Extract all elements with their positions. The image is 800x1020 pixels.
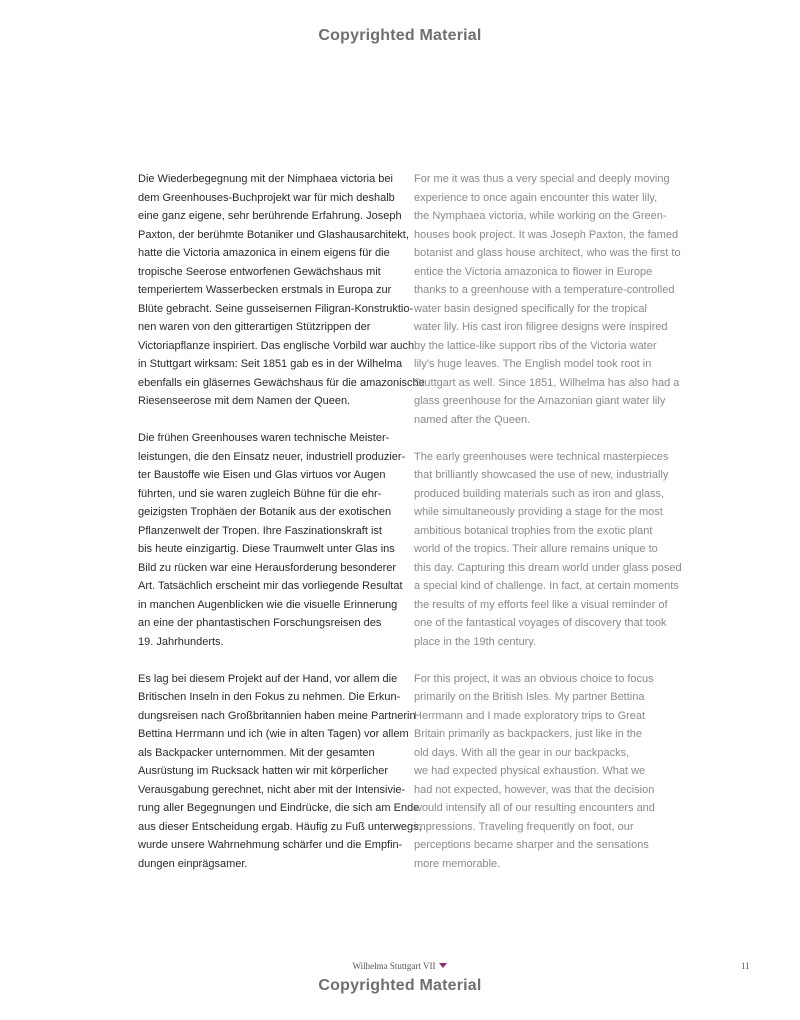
paragraph bbox=[138, 429, 406, 651]
text-line: hatte die Victoria amazonica in einem eigens für die bbox=[138, 247, 390, 259]
text-line: ter Baustoffe wie Eisen und Glas virtuos vor Augen bbox=[138, 469, 386, 481]
text-line: Ausrüstung im Rucksack hatten wir mit körperlicher bbox=[138, 765, 389, 777]
text-line: rung aller Begegnungen und Eindrücke, die sich am Ende bbox=[138, 802, 420, 814]
text-line: tropische Seerose entworfenen Gewächshaus mit bbox=[138, 265, 381, 278]
text-line: more memorable. bbox=[414, 857, 501, 870]
text-line: Victoriapflanze inspiriert. Das englische Vorbild war auch bbox=[138, 339, 415, 352]
text-line: one of the fantastical voyages of discovery that took bbox=[414, 617, 667, 629]
text-line: aus dieser Entscheidung ergab. Häufig zu Fuß unterwegs, bbox=[138, 820, 422, 833]
text-line: Britain primarily as backpackers, just like in the bbox=[414, 728, 643, 740]
text-line: primarily on the British Isles. My partner Bettina bbox=[414, 691, 645, 703]
text-line: glass greenhouse for the Amazonian giant water lily bbox=[414, 395, 666, 407]
text-line: impressions. Traveling frequently on foot, our bbox=[414, 820, 634, 833]
text-line: als Backpacker unternommen. Mit der gesamten bbox=[138, 746, 375, 759]
german-text-column bbox=[138, 170, 425, 892]
text-line: leistungen, die den Einsatz neuer, industriell produzier- bbox=[138, 450, 406, 463]
text-line: Die Wiederbegegnung mit der Nimphaea victoria bei bbox=[138, 173, 393, 185]
text-line: Art. Tatsächlich erscheint mir das vorliegende Resultat bbox=[138, 580, 403, 592]
text-line: geizigsten Trophäen der Botanik aus der exotischen bbox=[138, 506, 392, 518]
text-line: the Nymphaea victoria, while working on the Green- bbox=[414, 210, 667, 222]
text-line: water lily. His cast iron filigree designs were inspired bbox=[414, 321, 668, 333]
paragraph bbox=[414, 670, 666, 874]
text-line: houses book project. It was Joseph Paxton, the famed bbox=[414, 228, 679, 241]
footer-title bbox=[0, 961, 800, 971]
text-line: Bild zu rücken war eine Herausforderung besonderer bbox=[138, 561, 397, 574]
text-line: The early greenhouses were technical masterpieces bbox=[414, 450, 669, 463]
paragraph bbox=[138, 170, 425, 411]
text-line: lily's huge leaves. The English model took root in bbox=[414, 358, 652, 370]
text-line: Britischen Inseln in den Fokus zu nehmen. Die Erkun- bbox=[138, 691, 401, 703]
text-line: Riesenseerose mit dem Namen der Queen. bbox=[138, 395, 351, 407]
copyright-watermark-top: Copyrighted Material bbox=[318, 27, 482, 44]
text-line: wurde unsere Wahrnehmung schärfer und die Empfin- bbox=[138, 839, 403, 851]
text-line: Bettina Herrmann und ich (wie in alten Tagen) vor allem bbox=[138, 728, 409, 740]
paragraph bbox=[414, 170, 681, 429]
text-line: in Stuttgart wirksam: Seit 1851 gab es in der Wilhelma bbox=[138, 358, 403, 370]
text-line: botanist and glass house architect, who was the first to bbox=[414, 247, 681, 259]
text-line: by the lattice-like support ribs of the Victoria water bbox=[414, 339, 657, 352]
text-line: water basin designed specifically for the tropical bbox=[414, 302, 647, 315]
page-number: 11 bbox=[741, 961, 750, 971]
copyright-watermark-bottom: Copyrighted Material bbox=[318, 977, 482, 994]
paragraph bbox=[138, 670, 422, 874]
text-line: place in the 19th century. bbox=[414, 635, 537, 648]
text-line: Paxton, der berühmte Botaniker und Glashausarchitekt, bbox=[138, 228, 409, 241]
text-line: 19. Jahrhunderts. bbox=[138, 635, 224, 648]
text-line: ambitious botanical trophies from the exotic plant bbox=[414, 524, 653, 537]
text-line: we had expected physical exhaustion. What we bbox=[414, 765, 646, 777]
text-line: perceptions became sharper and the sensations bbox=[414, 839, 649, 851]
text-line: would intensify all of our resulting encounters and bbox=[414, 802, 655, 814]
text-line: eine ganz eigene, sehr berührende Erfahrung. Joseph bbox=[138, 210, 402, 222]
text-line: Pflanzenwelt der Tropen. Ihre Faszinationskraft ist bbox=[138, 524, 382, 537]
text-line: this day. Capturing this dream world under glass posed bbox=[414, 561, 682, 574]
text-line: dungen einprägsamer. bbox=[138, 857, 248, 870]
text-line: entice the Victoria amazonica to flower in Europe bbox=[414, 265, 653, 278]
text-line: dem Greenhouses-Buchprojekt war für mich deshalb bbox=[138, 191, 395, 204]
text-line: had not expected, however, was that the decision bbox=[414, 783, 655, 796]
text-line: a special kind of challenge. In fact, at certain moments bbox=[414, 580, 679, 592]
text-line: For this project, it was an obvious choice to focus bbox=[414, 672, 654, 685]
text-line: the results of my efforts feel like a visual reminder of bbox=[414, 598, 668, 611]
paragraph bbox=[414, 448, 682, 652]
text-line: produced building materials such as iron and glass, bbox=[414, 487, 665, 500]
text-line: in manchen Augenblicken wie die visuelle Erinnerung bbox=[138, 598, 398, 611]
footer-title-text: Wilhelma Stuttgart VII bbox=[352, 961, 436, 971]
text-line: named after the Queen. bbox=[414, 413, 531, 426]
text-line: that brilliantly showcased the use of new, industrially bbox=[414, 469, 669, 481]
text-line: Verausgabung gerechnet, nicht aber mit der Intensivie- bbox=[138, 783, 406, 796]
text-line: Herrmann and I made exploratory trips to Great bbox=[414, 709, 646, 722]
text-line: Stuttgart as well. Since 1851, Wilhelma has also had a bbox=[414, 376, 680, 389]
english-text-column bbox=[414, 170, 682, 892]
text-line: führten, und sie waren zugleich Bühne für die ehr- bbox=[138, 487, 382, 500]
text-line: For me it was thus a very special and deeply moving bbox=[414, 173, 670, 185]
text-line: world of the tropics. Their allure remains unique to bbox=[414, 543, 658, 555]
text-line: Die frühen Greenhouses waren technische Meister- bbox=[138, 432, 390, 444]
text-line: Blüte gebracht. Seine gusseisernen Filigran-Konstruktio- bbox=[138, 302, 414, 315]
text-line: ebenfalls ein gläsernes Gewächshaus für die amazonische bbox=[138, 376, 425, 389]
text-line: while simultaneously providing a stage for the most bbox=[414, 506, 663, 518]
triangle-down-icon bbox=[439, 963, 447, 968]
text-line: thanks to a greenhouse with a temperature-controlled bbox=[414, 284, 675, 296]
text-line: nen waren von den gitterartigen Stützrippen der bbox=[138, 321, 371, 333]
text-line: an eine der phantastischen Forschungsreisen des bbox=[138, 617, 382, 629]
text-line: temperiertem Wasserbecken erstmals in Europa zur bbox=[138, 284, 392, 296]
text-line: Es lag bei diesem Projekt auf der Hand, vor allem die bbox=[138, 672, 398, 685]
text-line: old days. With all the gear in our backpacks, bbox=[414, 746, 630, 759]
text-line: experience to once again encounter this water lily, bbox=[414, 191, 658, 204]
text-line: dungsreisen nach Großbritannien haben meine Partnerin bbox=[138, 709, 416, 722]
text-line: bis heute einzigartig. Diese Traumwelt unter Glas ins bbox=[138, 543, 395, 555]
